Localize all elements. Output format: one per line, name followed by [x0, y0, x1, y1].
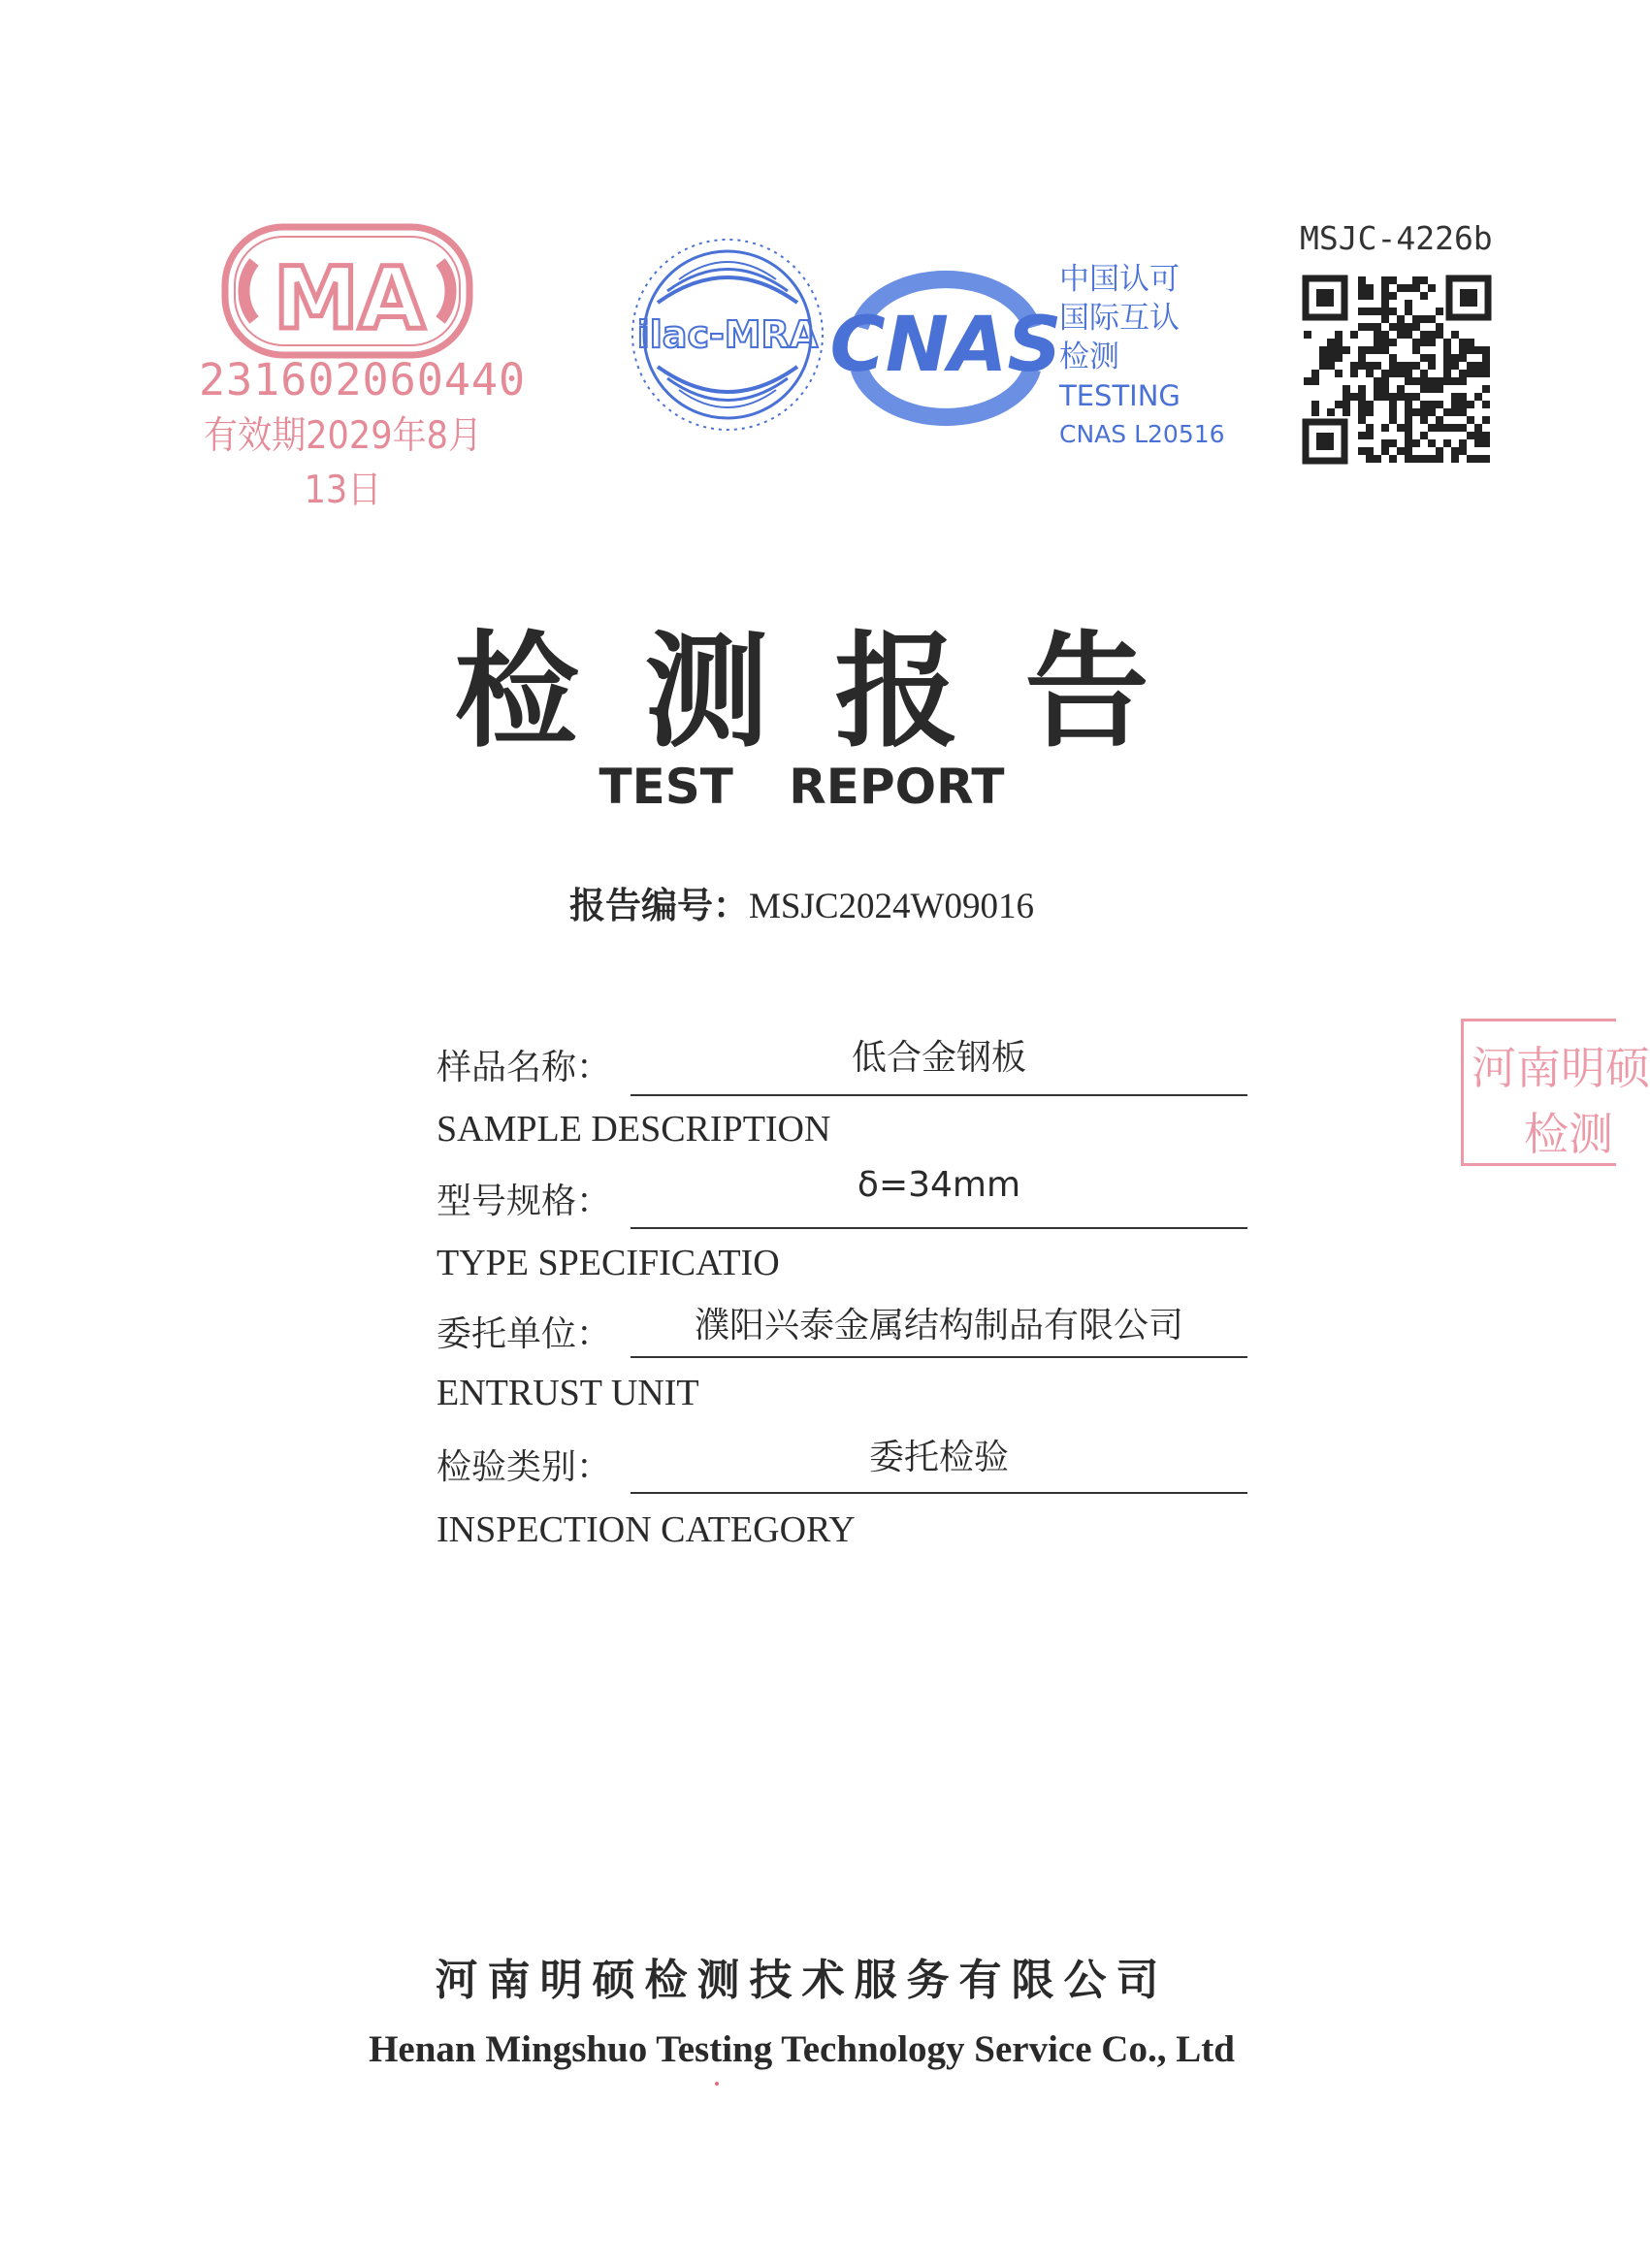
qr-module — [1436, 308, 1443, 315]
qr-module — [1420, 354, 1428, 362]
qr-module — [1443, 408, 1451, 416]
qr-module — [1412, 377, 1420, 385]
qr-module — [1482, 385, 1490, 393]
qr-module — [1350, 362, 1358, 370]
qr-module — [1381, 393, 1389, 401]
qr-module — [1366, 401, 1374, 408]
qr-module — [1374, 323, 1381, 331]
qr-module — [1459, 370, 1467, 377]
qr-module — [1350, 331, 1358, 339]
qr-module — [1343, 401, 1350, 408]
qr-module — [1428, 284, 1436, 292]
qr-module — [1474, 439, 1482, 447]
qr-module — [1405, 393, 1412, 401]
qr-module — [1358, 408, 1366, 416]
qr-module — [1428, 385, 1436, 393]
qr-module — [1459, 377, 1467, 385]
qr-module — [1436, 385, 1443, 393]
qr-module — [1467, 401, 1474, 408]
sample-name-value: 低合金钢板 — [851, 1038, 1026, 1078]
qr-module — [1436, 377, 1443, 385]
inspection-category-underline — [631, 1492, 1247, 1494]
qr-module — [1381, 331, 1389, 339]
qr-module — [1482, 346, 1490, 354]
ilac-mra-text: ilac-MRA — [636, 313, 819, 356]
qr-module — [1366, 447, 1374, 455]
qr-module — [1358, 323, 1366, 331]
qr-module — [1405, 370, 1412, 377]
qr-module — [1358, 354, 1366, 362]
qr-module — [1358, 432, 1366, 439]
report-number — [0, 876, 1603, 928]
qr-module — [1412, 455, 1420, 463]
qr-module — [1459, 439, 1467, 447]
qr-module — [1428, 401, 1436, 408]
qr-module — [1358, 276, 1366, 284]
qr-module — [1389, 370, 1397, 377]
qr-module — [1405, 300, 1412, 308]
inspection-category-en-label: INSPECTION CATEGORY — [437, 1509, 856, 1550]
qr-module — [1389, 416, 1397, 424]
qr-module — [1474, 432, 1482, 439]
qr-module — [1335, 401, 1343, 408]
qr-module — [1412, 323, 1420, 331]
qr-module — [1397, 424, 1405, 432]
cnas-seal — [829, 257, 1062, 437]
qr-module — [1389, 455, 1397, 463]
qr-module — [1482, 455, 1490, 463]
type-specification-label: TYPE SPECIFICATIO — [437, 1243, 780, 1283]
qr-module — [1374, 393, 1381, 401]
qr-module — [1343, 393, 1350, 401]
model-spec-value: δ=34mm — [857, 1165, 1021, 1205]
qr-module — [1389, 362, 1397, 370]
qr-module — [1428, 377, 1436, 385]
qr-module — [1428, 439, 1436, 447]
qr-module — [1319, 354, 1327, 362]
qr-module — [1311, 377, 1319, 385]
inspection-category-value: 委托检验 — [868, 1438, 1009, 1477]
sample-name-label: 样品名称： — [437, 1048, 612, 1087]
qr-module — [1451, 447, 1459, 455]
qr-module — [1327, 362, 1335, 370]
qr-module — [1397, 362, 1405, 370]
qr-module — [1451, 401, 1459, 408]
qr-module — [1467, 432, 1474, 439]
qr-module — [1412, 408, 1420, 416]
qr-module — [1327, 354, 1335, 362]
seal-line-1: 河南明硕 — [1472, 1042, 1650, 1094]
qr-module — [1420, 292, 1428, 300]
qr-module — [1451, 354, 1459, 362]
qr-module — [1358, 362, 1366, 370]
qr-module — [1358, 393, 1366, 401]
qr-module — [1420, 377, 1428, 385]
qr-module — [1428, 315, 1436, 323]
qr-module — [1374, 377, 1381, 385]
qr-module — [1405, 424, 1412, 432]
qr-module — [1389, 339, 1397, 346]
qr-module — [1451, 455, 1459, 463]
qr-module — [1319, 346, 1327, 354]
qr-module — [1420, 370, 1428, 377]
qr-module — [1443, 339, 1451, 346]
qr-module — [1381, 447, 1389, 455]
qr-module — [1381, 385, 1389, 393]
qr-module — [1366, 284, 1374, 292]
qr-module — [1428, 354, 1436, 362]
qr-module — [1443, 354, 1451, 362]
qr-module — [1482, 416, 1490, 424]
qr-module — [1343, 346, 1350, 354]
qr-module — [1443, 424, 1451, 432]
qr-module — [1366, 432, 1374, 439]
qr-module — [1405, 331, 1412, 339]
entrust-unit-value: 濮阳兴泰金属结构制品有限公司 — [694, 1306, 1183, 1345]
qr-module — [1389, 439, 1397, 447]
qr-module — [1474, 424, 1482, 432]
qr-module — [1335, 354, 1343, 362]
qr-module — [1405, 284, 1412, 292]
qr-module — [1319, 362, 1327, 370]
qr-module — [1358, 416, 1366, 424]
qr-module — [1374, 346, 1381, 354]
qr-module — [1366, 292, 1374, 300]
qr-module — [1412, 284, 1420, 292]
qr-module — [1428, 408, 1436, 416]
qr-module — [1405, 308, 1412, 315]
qr-module — [1358, 447, 1366, 455]
qr-module — [1343, 385, 1350, 393]
qr-module — [1389, 308, 1397, 315]
inspection-category-label: 检验类别： — [437, 1447, 612, 1487]
qr-module — [1366, 370, 1374, 377]
qr-module — [1335, 370, 1343, 377]
qr-module — [1366, 346, 1374, 354]
qr-module — [1420, 432, 1428, 439]
qr-module — [1467, 416, 1474, 424]
qr-module — [1358, 284, 1366, 292]
qr-module — [1451, 408, 1459, 416]
cma-validity-date: 有效期2029年8月13日 — [203, 414, 483, 512]
qr-module — [1420, 408, 1428, 416]
qr-module — [1397, 393, 1405, 401]
qr-module — [1451, 393, 1459, 401]
qr-module — [1474, 362, 1482, 370]
qr-module — [1405, 408, 1412, 416]
qr-module — [1389, 393, 1397, 401]
qr-module — [1420, 331, 1428, 339]
qr-module — [1443, 439, 1451, 447]
qr-module — [1467, 346, 1474, 354]
qr-module — [1389, 408, 1397, 416]
qr-module — [1467, 455, 1474, 463]
qr-module — [1436, 424, 1443, 432]
qr-module — [1358, 308, 1366, 315]
qr-module — [1482, 354, 1490, 362]
qr-module — [1436, 416, 1443, 424]
qr-module — [1397, 284, 1405, 292]
qr-module — [1459, 447, 1467, 455]
qr-module — [1366, 323, 1374, 331]
qr-module — [1451, 424, 1459, 432]
qr-module — [1436, 331, 1443, 339]
qr-module — [1412, 276, 1420, 284]
qr-module — [1459, 408, 1467, 416]
qr-module — [1420, 315, 1428, 323]
qr-module — [1459, 346, 1467, 354]
qr-module — [1389, 292, 1397, 300]
qr-module — [1412, 439, 1420, 447]
qr-module — [1389, 323, 1397, 331]
qr-module — [1420, 416, 1428, 424]
qr-module — [1405, 416, 1412, 424]
cnas-logo-text: CNAS — [829, 302, 1062, 389]
cma-logo-text: MA — [274, 248, 425, 348]
seal-line-2: 检测 — [1524, 1108, 1613, 1160]
ilac-mra-seal — [629, 233, 827, 437]
qr-module — [1327, 408, 1335, 416]
ink-dot — [715, 2082, 719, 2086]
qr-module — [1443, 370, 1451, 377]
qr-module — [1389, 401, 1397, 408]
qr-module — [1374, 362, 1381, 370]
qr-module — [1405, 323, 1412, 331]
qr-module — [1436, 323, 1443, 331]
qr-module — [1436, 455, 1443, 463]
qr-module — [1474, 393, 1482, 401]
qr-module — [1459, 339, 1467, 346]
qr-module — [1405, 401, 1412, 408]
qr-module — [1459, 401, 1467, 408]
qr-module — [1381, 300, 1389, 308]
qr-module — [1474, 370, 1482, 377]
qr-module — [1412, 393, 1420, 401]
qr-module — [1482, 401, 1490, 408]
qr-module — [1467, 370, 1474, 377]
qr-module — [1381, 377, 1389, 385]
cnas-line-5: CNAS L20516 — [1059, 420, 1225, 448]
company-name-en: Henan Mingshuo Testing Technology Service Co., Ltd — [369, 2028, 1235, 2070]
qr-module — [1311, 408, 1319, 416]
qr-module — [1366, 308, 1374, 315]
qr-module — [1428, 339, 1436, 346]
report-number-value: MSJC2024W09016 — [749, 887, 1034, 926]
qr-module — [1381, 370, 1389, 377]
qr-module — [1443, 346, 1451, 354]
qr-module — [1358, 385, 1366, 393]
qr-module — [1381, 346, 1389, 354]
entrust-unit-label: 委托单位： — [437, 1314, 612, 1354]
qr-module — [1467, 339, 1474, 346]
qr-module — [1374, 339, 1381, 346]
qr-module — [1335, 346, 1343, 354]
qr-module — [1311, 370, 1319, 377]
qr-module — [1443, 362, 1451, 370]
model-spec-underline — [631, 1227, 1247, 1229]
cnas-line-4: TESTING — [1059, 379, 1181, 412]
qr-module — [1397, 370, 1405, 377]
qr-module — [1366, 424, 1374, 432]
qr-module — [1459, 393, 1467, 401]
qr-module — [1412, 315, 1420, 323]
qr-module — [1420, 339, 1428, 346]
company-seal-stamp — [1461, 1019, 1650, 1166]
cma-certificate-number: 231602060440 — [199, 354, 527, 405]
qr-module — [1405, 432, 1412, 439]
sample-name-underline — [631, 1094, 1247, 1096]
qr-module — [1412, 346, 1420, 354]
company-name-cn: 河南明硕检测技术服务有限公司 — [435, 1956, 1169, 2005]
qr-module — [1482, 432, 1490, 439]
qr-module — [1405, 362, 1412, 370]
qr-module — [1311, 401, 1319, 408]
qr-module — [1350, 393, 1358, 401]
qr-module — [1397, 385, 1405, 393]
qr-module — [1459, 424, 1467, 432]
qr-module — [1397, 331, 1405, 339]
qr-module — [1482, 439, 1490, 447]
qr-module — [1335, 339, 1343, 346]
qr-module — [1405, 455, 1412, 463]
qr-module — [1335, 331, 1343, 339]
qr-module — [1420, 385, 1428, 393]
cnas-line-2: 国际互认 — [1059, 301, 1180, 336]
qr-module — [1327, 346, 1335, 354]
qr-module — [1358, 401, 1366, 408]
cnas-text-block — [1059, 260, 1225, 454]
qr-module — [1358, 346, 1366, 354]
qr-module — [1467, 362, 1474, 370]
qr-module — [1374, 455, 1381, 463]
qr-module — [1366, 408, 1374, 416]
qr-module — [1451, 331, 1459, 339]
qr-module — [1405, 447, 1412, 455]
qr-module — [1358, 292, 1366, 300]
qr-module — [1381, 424, 1389, 432]
entrust-unit-en-label: ENTRUST UNIT — [437, 1373, 699, 1413]
qr-module — [1381, 308, 1389, 315]
document-code: MSJC-4226b — [1300, 219, 1493, 257]
qr-module — [1443, 377, 1451, 385]
cma-stamp-logo — [221, 223, 473, 359]
qr-module — [1405, 439, 1412, 447]
sample-description-label: SAMPLE DESCRIPTION — [437, 1109, 831, 1150]
qr-module — [1381, 276, 1389, 284]
qr-module — [1412, 362, 1420, 370]
qr-module — [1397, 447, 1405, 455]
qr-module — [1474, 346, 1482, 354]
qr-module — [1389, 276, 1397, 284]
page-title-cn: 检测报告 — [454, 619, 1215, 764]
qr-module — [1304, 377, 1311, 385]
qr-module — [1428, 331, 1436, 339]
qr-module — [1420, 276, 1428, 284]
qr-module — [1420, 401, 1428, 408]
qr-module — [1381, 292, 1389, 300]
qr-module — [1343, 408, 1350, 416]
qr-module — [1366, 455, 1374, 463]
qr-module — [1420, 455, 1428, 463]
qr-module — [1405, 377, 1412, 385]
qr-module — [1381, 439, 1389, 447]
report-number-label: 报告编号： — [569, 885, 749, 926]
qr-module — [1482, 370, 1490, 377]
cnas-line-1: 中国认可 — [1059, 262, 1180, 297]
qr-module — [1327, 339, 1335, 346]
qr-module — [1436, 447, 1443, 455]
entrust-unit-underline — [631, 1356, 1247, 1358]
cnas-line-3: 检测 — [1059, 340, 1119, 374]
qr-module — [1381, 339, 1389, 346]
qr-module — [1482, 362, 1490, 370]
qr-module — [1428, 424, 1436, 432]
qr-module — [1381, 284, 1389, 292]
qr-module — [1381, 315, 1389, 323]
qr-module — [1374, 308, 1381, 315]
qr-module — [1451, 362, 1459, 370]
page-title-en: TEST REPORT — [599, 759, 1005, 815]
qr-module — [1428, 455, 1436, 463]
qr-module — [1474, 455, 1482, 463]
qr-module — [1304, 331, 1311, 339]
qr-module — [1412, 339, 1420, 346]
qr-module — [1374, 331, 1381, 339]
qr-module — [1459, 354, 1467, 362]
qr-module — [1374, 385, 1381, 393]
qr-module — [1366, 362, 1374, 370]
qr-code-icon — [1302, 275, 1492, 465]
qr-module — [1389, 354, 1397, 362]
qr-module — [1397, 323, 1405, 331]
qr-module — [1350, 370, 1358, 377]
qr-module — [1397, 315, 1405, 323]
qr-module — [1436, 401, 1443, 408]
qr-module — [1451, 377, 1459, 385]
qr-module — [1428, 362, 1436, 370]
model-spec-label: 型号规格： — [437, 1182, 612, 1221]
